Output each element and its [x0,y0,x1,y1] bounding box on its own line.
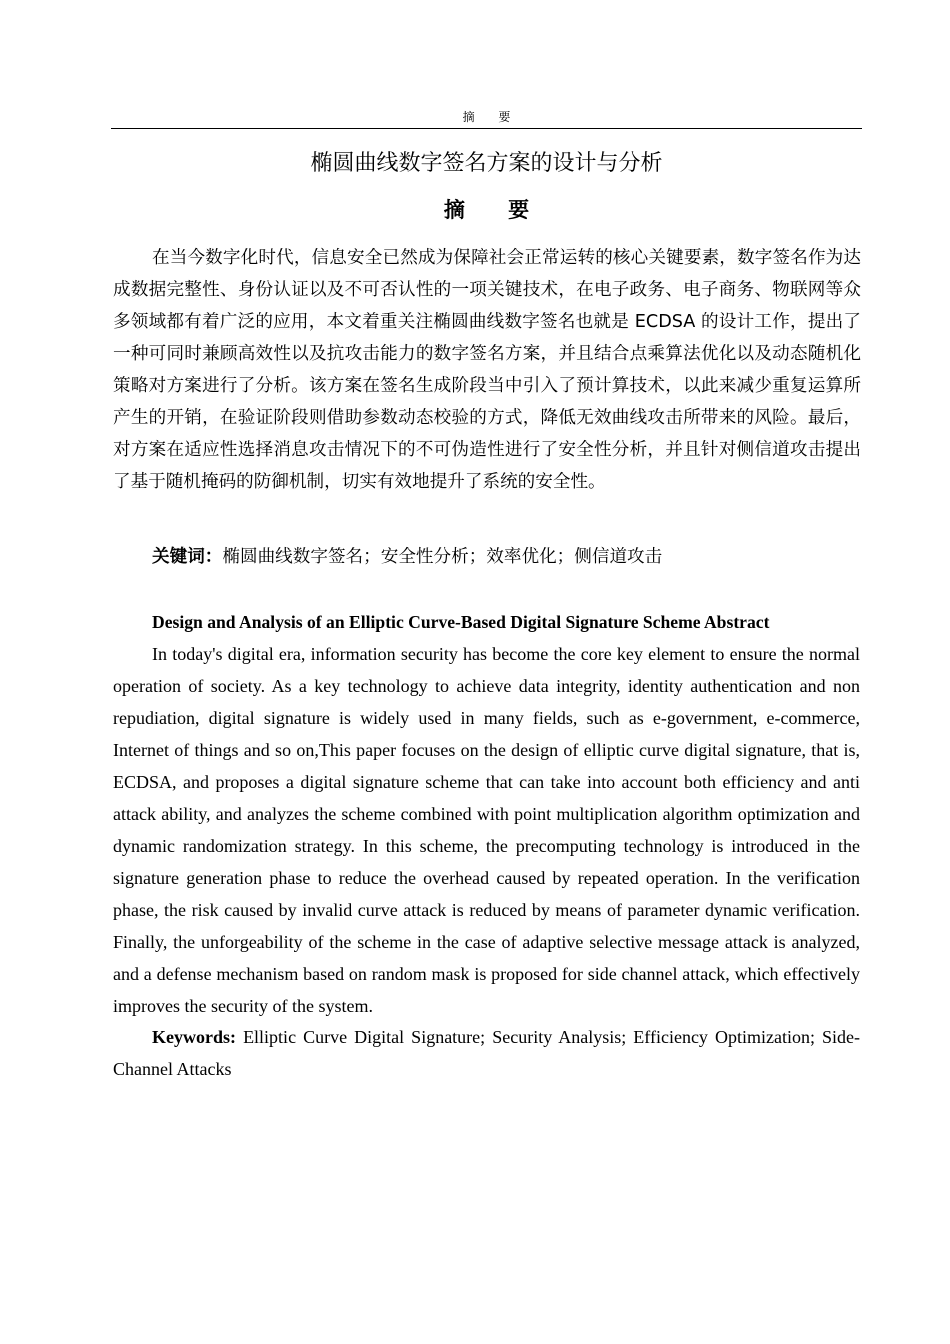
english-keywords-label: Keywords: [152,1027,236,1047]
chinese-abstract-body: 在当今数字化时代，信息安全已然成为保障社会正常运转的核心关键要素，数字签名作为达成数据完整性、身份认证以及不可否认性的一项关键技术，在电子政务、电子商务、物联网等众多领域都有着广泛的应用，本文着重关注椭圆曲线数字签名也就是 ECDSA 的设计工作，提出了一种可同时兼顾高效性以及抗攻击能力的数字签名方案，并且结合点乘算法优化以及动态随机化策略对方案进行了分析。该方案在签名生成阶段当中引入了预计算技术，以此来减少重复运算所产生的开销，在验证阶段则借助参数动态校验的方式，降低无效曲线攻击所带来的风险。最后，对方案在适应性选择消息攻击情况下的不可伪造性进行了安全性分析，并且针对侧信道攻击提出了基于随机掩码的防御机制，切实有效地提升了系统的安全性。 [113,248,861,492]
running-header: 摘 要 [462,110,521,124]
english-keywords-text: Elliptic Curve Digital Signature; Security Analysis; Efficiency Optimization; Side-Channel Attacks [113,1027,861,1079]
chinese-keywords-text: 椭圆曲线数字签名；安全性分析；效率优化；侧信道攻击 [222,547,663,567]
chinese-keywords-label: 关键词： [152,547,223,567]
english-paper-title: Design and Analysis of an Elliptic Curve-Based Digital Signature Scheme Abstract [152,612,770,632]
chinese-paper-title: 椭圆曲线数字签名方案的设计与分析 [310,151,663,176]
english-abstract-body: In today's digital era, information security has become the core key element to ensure the normal operation of society. As a key technology to achieve data integrity, identity authentication and non repudiation, digital signature is widely used in many fields, such as e-government, e-commerce, Internet of things and so on,This paper focuses on the design of elliptic curve digital signature, that is, ECDSA, and proposes a digital signature scheme that can take into account both efficiency and anti attack ability, and analyzes the scheme combined with point multiplication algorithm optimization and dynamic randomization strategy. In this scheme, the precomputing technology is introduced in the signature generation phase to reduce the overhead caused by repeated operation. In the verification phase, the risk caused by invalid curve attack is reduced by means of parameter dynamic verification. Finally, the unforgeability of the scheme in the case of adaptive selective message attack is analyzed, and a defense mechanism based on random mask is proposed for side channel attack, which effectively improves the security of the system. [113,644,860,1016]
header-rule [111,128,862,129]
chinese-keywords [113,541,861,573]
chinese-abstract-heading: 摘 要 [443,198,548,222]
english-keywords [113,1021,860,1085]
